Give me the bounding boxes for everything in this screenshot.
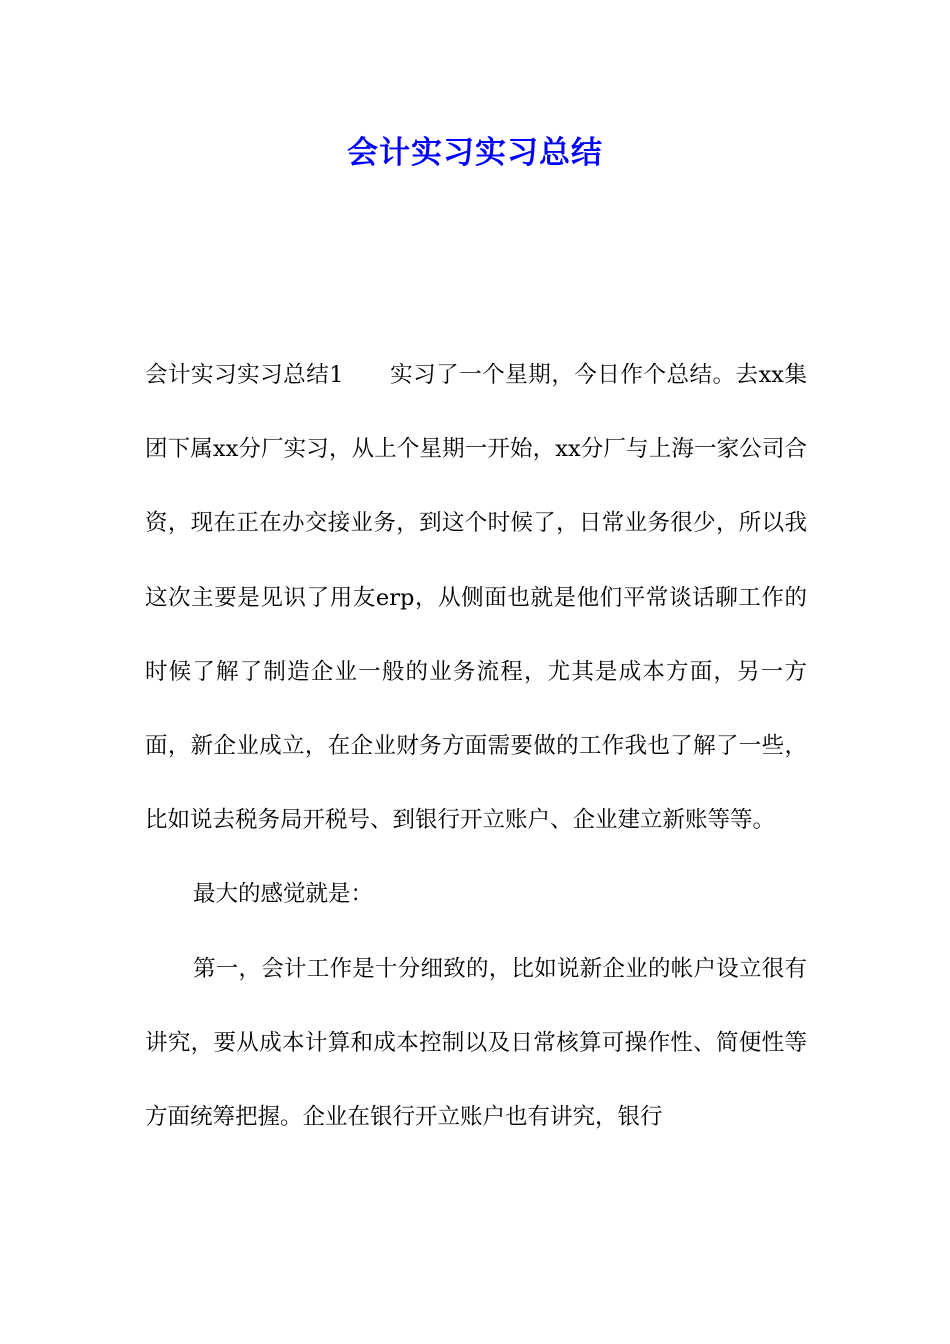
paragraph-intro: 会计实习实习总结1 实习了一个星期，今日作个总结。去xx集团下属xx分厂实习，从上个星期一开始，xx分厂与上海一家公司合资，现在正在办交接业务，到这个时候了，日常业务很少，所以我这次主要是见识了用友erp，从侧面也就是他们平常谈话聊工作的时候了解了制造企业一般的业务流程，尤其是成本方面，另一方面，新企业成立，在企业财务方面需要做的工作我也了解了一些，比如说去税务局开税号、到银行开立账户、企业建立新账等等。 [145,362,807,834]
paragraph-first-point: 第一，会计工作是十分细致的，比如说新企业的帐户设立很有讲究，要从成本计算和成本控制以及日常核算可操作性、简便性等方面统筹把握。企业在银行开立账户也有讲究，银行 [145,955,807,1131]
document-title: 会计实习实习总结 [347,135,603,171]
paragraph-feeling: 最大的感觉就是： [193,881,374,908]
document-body [145,338,807,1154]
